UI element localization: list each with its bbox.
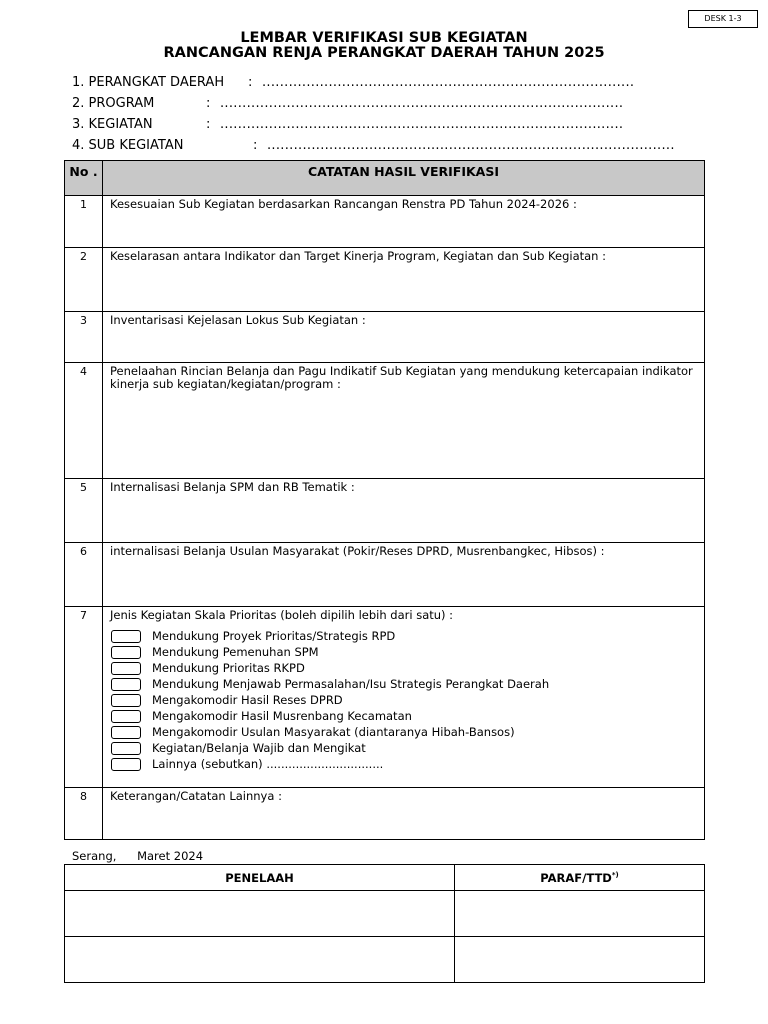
priority-option	[111, 660, 698, 676]
field-label: 1. PERANGKAT DAERAH	[72, 75, 225, 90]
field-colon: :	[253, 138, 258, 153]
signature-cell[interactable]	[455, 937, 705, 983]
row-number: 5	[65, 479, 103, 543]
priority-option-label: Mengakomodir Hasil Musrenbang Kecamatan	[152, 708, 412, 723]
title-line-2: RANCANGAN RENJA PERANGKAT DAERAH TAHUN 2025	[163, 45, 605, 61]
signature-table	[64, 864, 705, 983]
column-header-reviewer: PENELAAH	[65, 865, 455, 891]
field-value-dots: ............................................................................................	[267, 138, 675, 153]
document-code: DESK 1-3	[688, 10, 758, 28]
date-text: Maret 2024	[137, 849, 204, 863]
verification-table	[64, 160, 705, 840]
field-label: 2. PROGRAM	[72, 96, 155, 111]
row-number: 8	[65, 788, 103, 840]
field-value-dots: ...........................................................................................	[220, 117, 624, 132]
field-colon: :	[206, 117, 211, 132]
row-text: internalisasi Belanja Usulan Masyarakat (Pokir/Reses DPRD, Musrenbangkec, Hibsos) :	[103, 543, 705, 607]
title-line-1: LEMBAR VERIFIKASI SUB KEGIATAN	[240, 30, 528, 46]
priority-option-label: Mengakomodir Hasil Reses DPRD	[152, 692, 343, 707]
priority-checkbox[interactable]	[111, 630, 141, 643]
row-text: Keterangan/Catatan Lainnya :	[103, 788, 705, 840]
priority-checkbox[interactable]	[111, 742, 141, 755]
priority-option	[111, 756, 698, 772]
table-row	[65, 479, 705, 543]
place-date-line	[72, 849, 203, 863]
table-row	[65, 543, 705, 607]
field-label: 3. KEGIATAN	[72, 117, 153, 132]
priority-option-list	[110, 628, 698, 772]
priority-checkbox[interactable]	[111, 758, 141, 771]
priority-option	[111, 724, 698, 740]
row-number: 1	[65, 196, 103, 248]
priority-checkbox[interactable]	[111, 662, 141, 675]
signature-header-label: PARAF/TTD	[540, 870, 612, 885]
field-colon: :	[206, 96, 211, 111]
row-text: Internalisasi Belanja SPM dan RB Tematik :	[103, 479, 705, 543]
row-number: 6	[65, 543, 103, 607]
reviewer-cell[interactable]	[65, 891, 455, 937]
signature-header-row	[65, 865, 705, 891]
row-text: Penelaahan Rincian Belanja dan Pagu Indikatif Sub Kegiatan yang mendukung ketercapaian indikator kinerja sub kegiatan/kegiatan/program :	[103, 363, 705, 479]
place-text: Serang,	[72, 849, 117, 863]
priority-option	[111, 740, 698, 756]
priority-option-label: Mendukung Menjawab Permasalahan/Isu Strategis Perangkat Daerah	[152, 676, 550, 691]
reviewer-cell[interactable]	[65, 937, 455, 983]
priority-checkbox[interactable]	[111, 678, 141, 691]
priority-option-label: Mendukung Proyek Prioritas/Strategis RPD	[152, 628, 396, 643]
field-label: 4. SUB KEGIATAN	[72, 138, 184, 153]
priority-option-label: Lainnya (sebutkan) ................................	[152, 756, 384, 771]
table-row	[65, 363, 705, 479]
row-text: Inventarisasi Kejelasan Lokus Sub Kegiatan :	[103, 312, 705, 363]
row-number: 3	[65, 312, 103, 363]
priority-option	[111, 692, 698, 708]
priority-option-label: Kegiatan/Belanja Wajib dan Mengikat	[152, 740, 366, 755]
table-row	[65, 248, 705, 312]
row-number: 7	[65, 607, 103, 788]
row-text: Jenis Kegiatan Skala Prioritas (boleh dipilih lebih dari satu) :	[110, 608, 454, 622]
column-header-no: No .	[65, 161, 103, 196]
priority-checkbox[interactable]	[111, 694, 141, 707]
column-header-signature	[455, 865, 705, 891]
signature-row	[65, 891, 705, 937]
column-header-notes: CATATAN HASIL VERIFIKASI	[103, 161, 705, 196]
table-row	[65, 312, 705, 363]
table-header-row	[65, 161, 705, 196]
row-text: Kesesuaian Sub Kegiatan berdasarkan Rancangan Renstra PD Tahun 2024-2026 :	[103, 196, 705, 248]
priority-option-label: Mendukung Pemenuhan SPM	[152, 644, 319, 659]
priority-checkbox[interactable]	[111, 646, 141, 659]
row-number: 4	[65, 363, 103, 479]
priority-option	[111, 676, 698, 692]
signature-row	[65, 937, 705, 983]
priority-checkbox[interactable]	[111, 710, 141, 723]
table-row	[65, 196, 705, 248]
priority-option	[111, 644, 698, 660]
table-row	[65, 788, 705, 840]
priority-option-label: Mengakomodir Usulan Masyarakat (diantaranya Hibah-Bansos)	[152, 724, 515, 739]
priority-option-label: Mendukung Prioritas RKPD	[152, 660, 305, 675]
row-text: Keselarasan antara Indikator dan Target Kinerja Program, Kegiatan dan Sub Kegiatan :	[103, 248, 705, 312]
priority-checkbox[interactable]	[111, 726, 141, 739]
table-row	[65, 607, 705, 788]
field-value-dots: ...........................................................................................	[220, 96, 624, 111]
priority-option	[111, 628, 698, 644]
field-value-dots: ....................................................................................	[262, 75, 635, 90]
row-priority-cell	[103, 607, 705, 788]
priority-option	[111, 708, 698, 724]
field-colon: :	[248, 75, 253, 90]
row-number: 2	[65, 248, 103, 312]
signature-cell[interactable]	[455, 891, 705, 937]
signature-header-mark: *)	[611, 870, 619, 879]
